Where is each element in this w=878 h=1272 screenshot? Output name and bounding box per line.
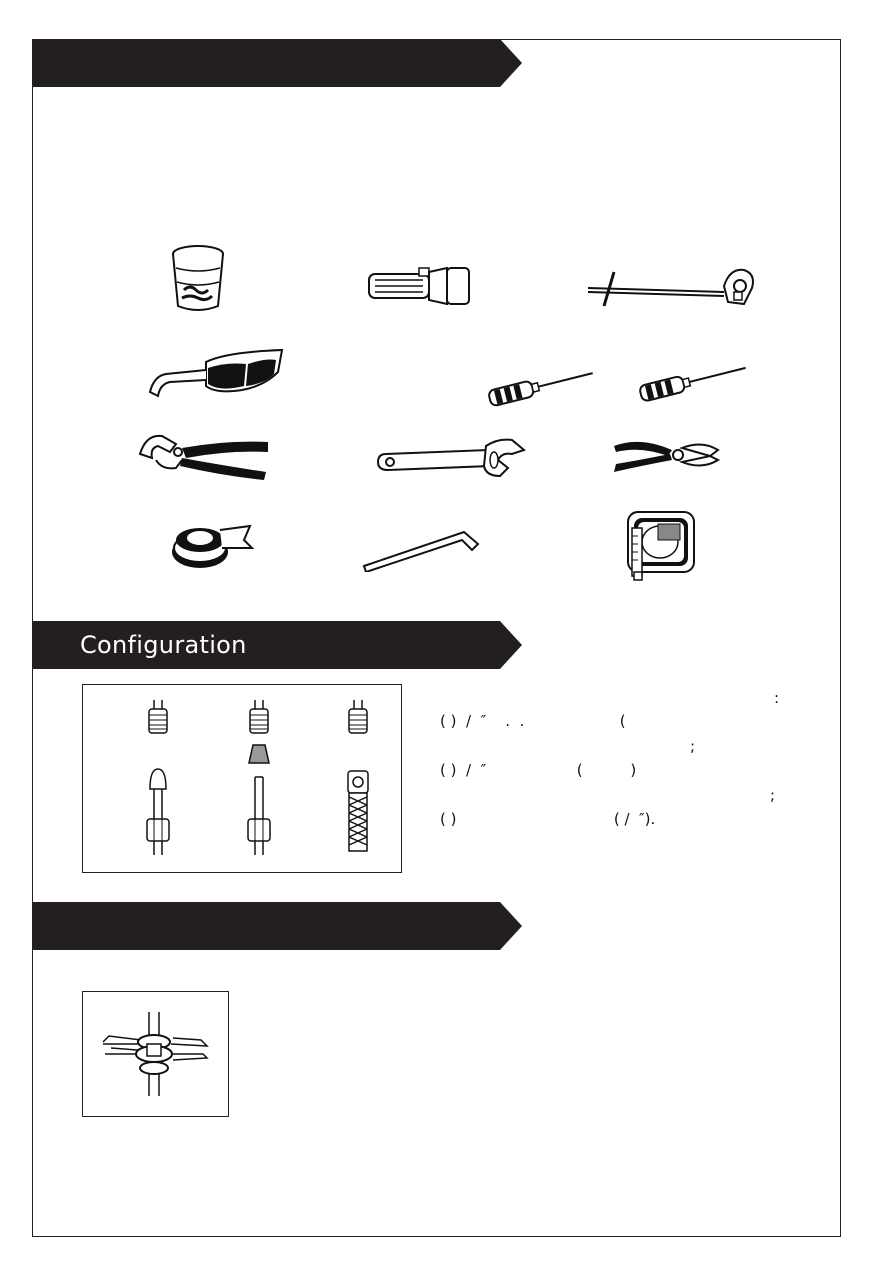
section-banner-tools [32,39,522,87]
fitting-type-1 [147,700,169,855]
wire-cutter-pliers-icon [610,432,722,480]
shutoff-valve-icon [83,992,230,1118]
plumbers-putty-icon [168,242,228,314]
channel-lock-pliers-icon [136,430,272,482]
spec-line-1: : [774,689,780,707]
hex-key-icon [360,524,484,572]
adjustable-wrench-icon [376,436,528,480]
flat-screwdriver-icon [637,357,749,403]
shutoff-valve-illustration [82,991,229,1117]
fitting-type-3 [348,700,368,851]
spec-line-4: ( ) / ″ ( ) [440,761,637,779]
flashlight-icon [367,266,473,306]
section-banner-supply [32,902,522,950]
phillips-screwdriver-icon [486,362,596,408]
fitting-type-2 [248,700,270,855]
spec-line-5: ; [770,786,776,804]
basin-wrench-icon [584,262,758,310]
spec-line-3: ; [690,737,696,755]
plumbers-tape-icon [170,518,254,572]
section-title: Configuration [80,631,247,659]
section-banner-configuration [32,621,522,669]
tape-measure-icon [622,510,698,584]
safety-glasses-icon [146,346,284,400]
fittings-diagram [82,684,402,873]
spec-line-6: ( ) ( / ″). [440,810,656,828]
spec-line-2: ( ) / ″ . . ( [440,712,626,730]
